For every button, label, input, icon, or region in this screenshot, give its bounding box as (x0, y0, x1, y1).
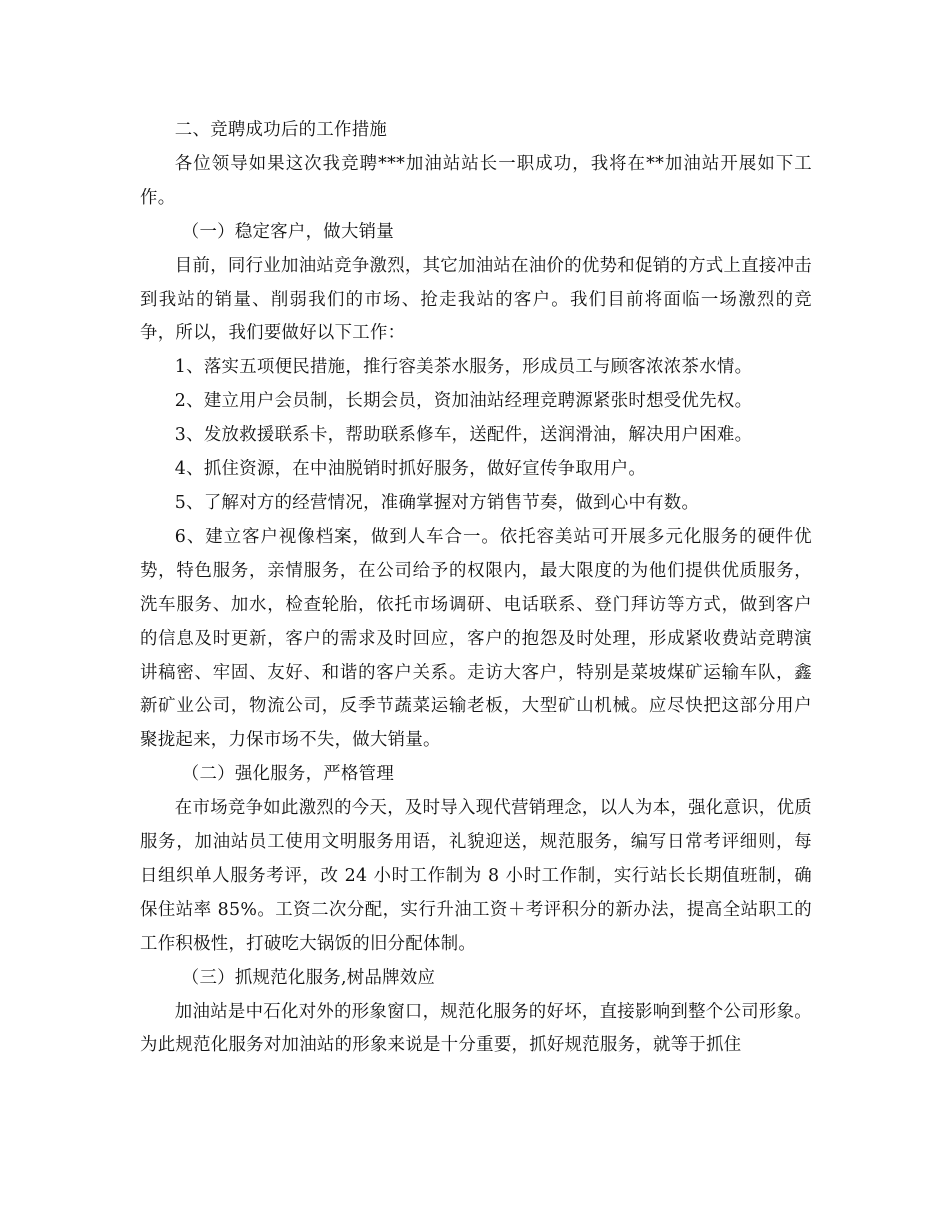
document-body (140, 114, 812, 1063)
subsection-heading: （一）稳定客户，做大销量 (181, 221, 395, 242)
subsection-heading: （二）强化服务，严格管理 (181, 764, 395, 785)
subsection-heading: （三）抓规范化服务,树品牌效应 (181, 967, 436, 988)
list-item: 4、抓住资源，在中油脱销时抓好服务，做好宣传争取用户。 (174, 459, 647, 480)
paragraph: 在市场竞争如此激烈的今天，及时导入现代营销理念，以人为本，强化意识，优质服务，加油站员工使用文明服务用语，礼貌迎送，规范服务，编写日常考评细则，每日组织单人服务考评，改 24 小时工作制为 8 小时工作制，实行站长长期值班制，确保住站率 85%。工资二次分配，实行升油工资＋考评积分的新办法，提高全站职工的工作积极性，打破吃大锅饭的旧分配体制。 (140, 798, 812, 954)
paragraph: 各位领导如果这次我竞聘***加油站站长一职成功，我将在**加油站开展如下工作。 (140, 153, 812, 208)
list-item: 6、建立客户视像档案，做到人车合一。依托容美站可开展多元化服务的硬件优势，特色服务，亲情服务，在公司给予的权限内，最大限度的为他们提供优质服务，洗车服务、加水，检查轮胎，依托市场调研、电话联系、登门拜访等方式，做到客户的信息及时更新，客户的需求及时回应，客户的抱怨及时处理，形成紧收费站竞聘演讲稿密、牢固、友好、和谐的客户关系。走访大客户，特别是菜坡煤矿运输车队，鑫新矿业公司，物流公司，反季节蔬菜运输老板，大型矿山机械。应尽快把这部分用户聚拢起来，力保市场不失，做大销量。 (140, 526, 812, 751)
section-heading: 二、竞聘成功后的工作措施 (174, 120, 388, 140)
list-item: 5、了解对方的经营情况，准确掌握对方销售节奏，做到心中有数。 (174, 492, 700, 513)
list-item: 2、建立用户会员制，长期会员，资加油站经理竞聘源紧张时想受优先权。 (174, 391, 753, 412)
list-item: 3、发放救援联系卡，帮助联系修车，送配件，送润滑油，解决用户困难。 (174, 425, 753, 446)
list-item: 1、落实五项便民措施，推行容美茶水服务，形成员工与顾客浓浓茶水情。 (174, 357, 753, 378)
paragraph: 目前，同行业加油站竞争激烈，其它加油站在油价的优势和促销的方式上直接冲击到我站的销量、削弱我们的市场、抢走我站的客户。我们目前将面临一场激烈的竞争，所以，我们要做好以下工作： (140, 255, 812, 344)
paragraph: 加油站是中石化对外的形象窗口，规范化服务的好坏，直接影响到整个公司形象。为此规范化服务对加油站的形象来说是十分重要，抓好规范服务，就等于抓住 (140, 1001, 812, 1056)
